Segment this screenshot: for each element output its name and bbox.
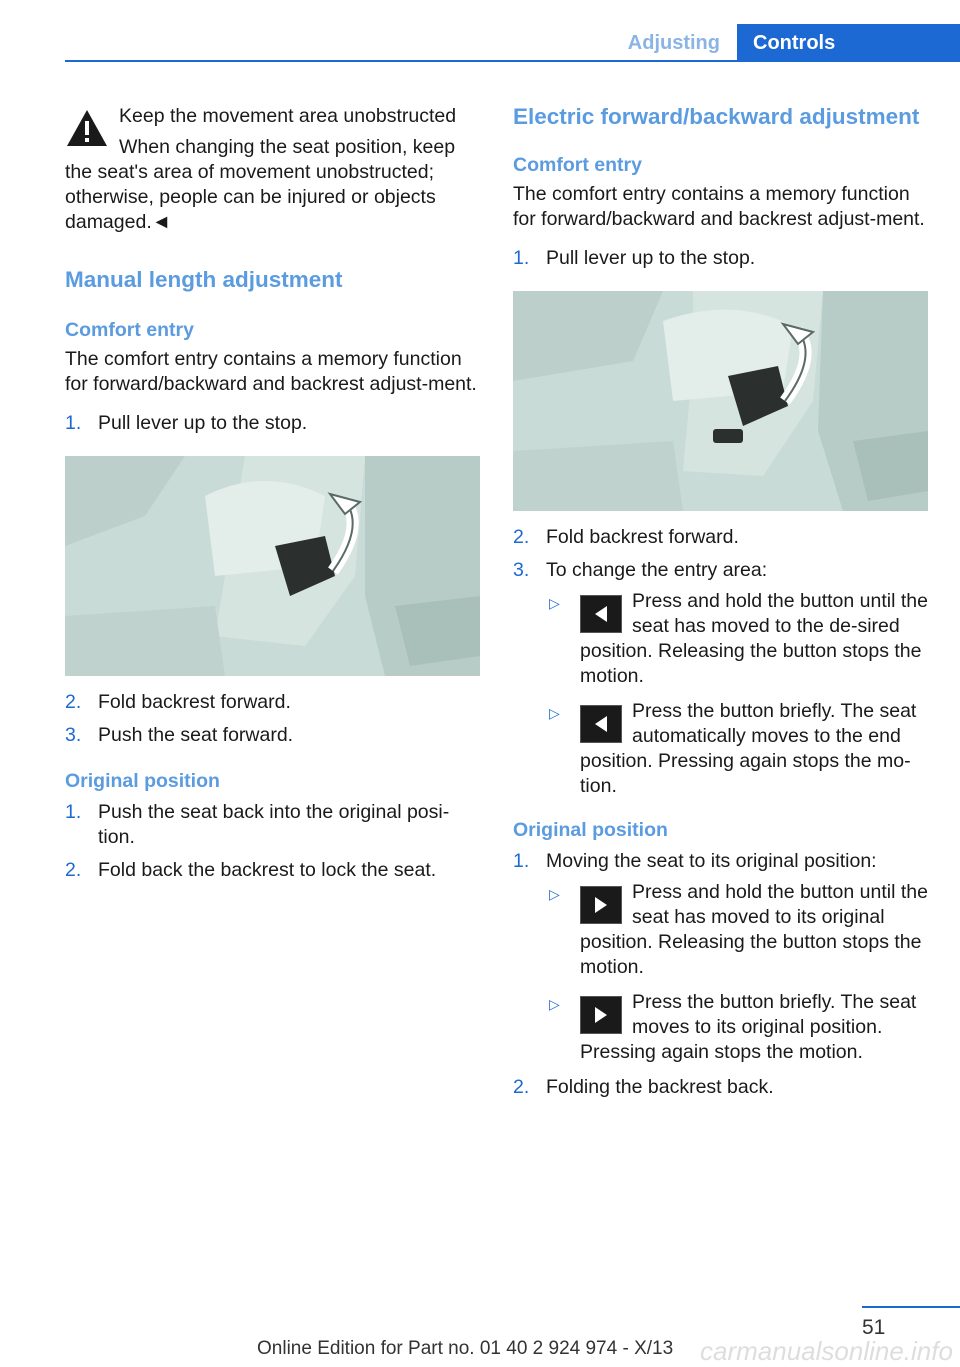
section-heading: Manual length adjustment: [65, 267, 343, 292]
arrow-left-button-icon: [580, 705, 622, 743]
list-item: [513, 525, 928, 550]
subsection-heading: Original position: [513, 819, 668, 841]
paragraph: The comfort entry contains a memory function for forward/backward and backrest adjust‐ment.: [65, 348, 477, 395]
edition-text: Online Edition for Part no. 01 40 2 924 974 - X/13: [257, 1338, 674, 1359]
steps-list: [65, 411, 480, 436]
step-text: Pull lever up to the stop.: [546, 247, 756, 269]
sub-list-item: [546, 589, 928, 689]
list-item: [65, 858, 480, 883]
warning-title: Keep the movement area unobstructed: [119, 105, 457, 127]
sub-step-text: Press and hold the button until the seat has moved to its original position. Releasing the button stops the motion.: [580, 881, 928, 978]
list-item: [513, 849, 928, 1065]
right-column: [513, 100, 928, 1108]
step-text: Push the seat forward.: [98, 724, 294, 746]
list-item: [513, 1075, 928, 1100]
step-number: 2.: [65, 859, 82, 881]
step-number: 2.: [513, 526, 530, 548]
list-item: [513, 246, 928, 271]
step-text: Pull lever up to the stop.: [98, 412, 308, 434]
step-text: Fold backrest forward.: [98, 691, 291, 713]
step-text: Folding the backrest back.: [546, 1076, 774, 1098]
sub-list: [546, 589, 928, 799]
step-number: 2.: [65, 691, 82, 713]
warning-block: [65, 100, 480, 235]
list-item: [65, 800, 480, 850]
subsection-heading: Comfort entry: [65, 319, 194, 341]
sub-step-text: Press and hold the button until the seat has moved to the de‐sired position. Releasing the button stops the motion.: [580, 590, 928, 687]
sub-list-item: [546, 699, 928, 799]
warning-body: When changing the seat position, keep the seat's area of movement unobstructed; otherwise, people can be injured or objects damaged.◄: [65, 136, 456, 233]
left-column: [65, 100, 480, 891]
paragraph: The comfort entry contains a memory function for forward/backward and backrest adjust‐ment.: [513, 183, 925, 230]
bullet-triangle-icon: ▷: [549, 595, 560, 611]
arrow-right-button-icon: [580, 996, 622, 1034]
step-number: 2.: [513, 1076, 530, 1098]
sub-step-text: Press the button briefly. The seat moves to its original position. Pressing again stops the motion.: [580, 991, 917, 1063]
seat-lever-button-illustration: [513, 291, 928, 511]
list-item: [65, 411, 480, 436]
step-text: Fold back the backrest to lock the seat.: [98, 859, 437, 881]
page-number: 51: [862, 1316, 886, 1339]
bullet-triangle-icon: ▷: [549, 705, 560, 721]
step-number: 1.: [513, 247, 530, 269]
step-text: To change the entry area:: [546, 559, 768, 581]
footer-rule: [862, 1306, 960, 1308]
list-item: [65, 690, 480, 715]
steps-list: [513, 246, 928, 271]
header-rule: [65, 60, 960, 62]
header-section-label: Adjusting: [627, 32, 720, 54]
list-item: [513, 558, 928, 799]
step-text: Moving the seat to its original position:: [546, 850, 877, 872]
steps-list: [65, 690, 480, 748]
warning-triangle-icon: [65, 108, 109, 148]
steps-list: [513, 525, 928, 799]
step-number: 1.: [513, 850, 530, 872]
step-text: Fold backrest forward.: [546, 526, 739, 548]
bullet-triangle-icon: ▷: [549, 886, 560, 902]
step-number: 3.: [65, 724, 82, 746]
subsection-heading: Comfort entry: [513, 154, 642, 176]
step-number: 1.: [65, 412, 82, 434]
steps-list: [65, 800, 480, 883]
subsection-heading: Original position: [65, 770, 220, 792]
sub-step-text: Press the button briefly. The seat automatically moves to the end position. Pressing again stops the mo‐tion.: [580, 700, 917, 797]
sub-list: [546, 880, 928, 1065]
step-number: 3.: [513, 559, 530, 581]
watermark: carmanualsonline.info: [700, 1336, 953, 1366]
arrow-left-button-icon: [580, 595, 622, 633]
header-chapter-tab: Controls: [737, 24, 960, 62]
step-number: 1.: [65, 801, 82, 823]
list-item: [65, 723, 480, 748]
seat-lever-illustration: [65, 456, 480, 676]
sub-list-item: [546, 990, 928, 1065]
step-text: Push the seat back into the original posi‐tion.: [98, 801, 450, 848]
sub-list-item: [546, 880, 928, 980]
bullet-triangle-icon: ▷: [549, 996, 560, 1012]
steps-list: [513, 849, 928, 1100]
section-heading: Electric forward/backward adjustment: [513, 104, 920, 129]
arrow-right-button-icon: [580, 886, 622, 924]
